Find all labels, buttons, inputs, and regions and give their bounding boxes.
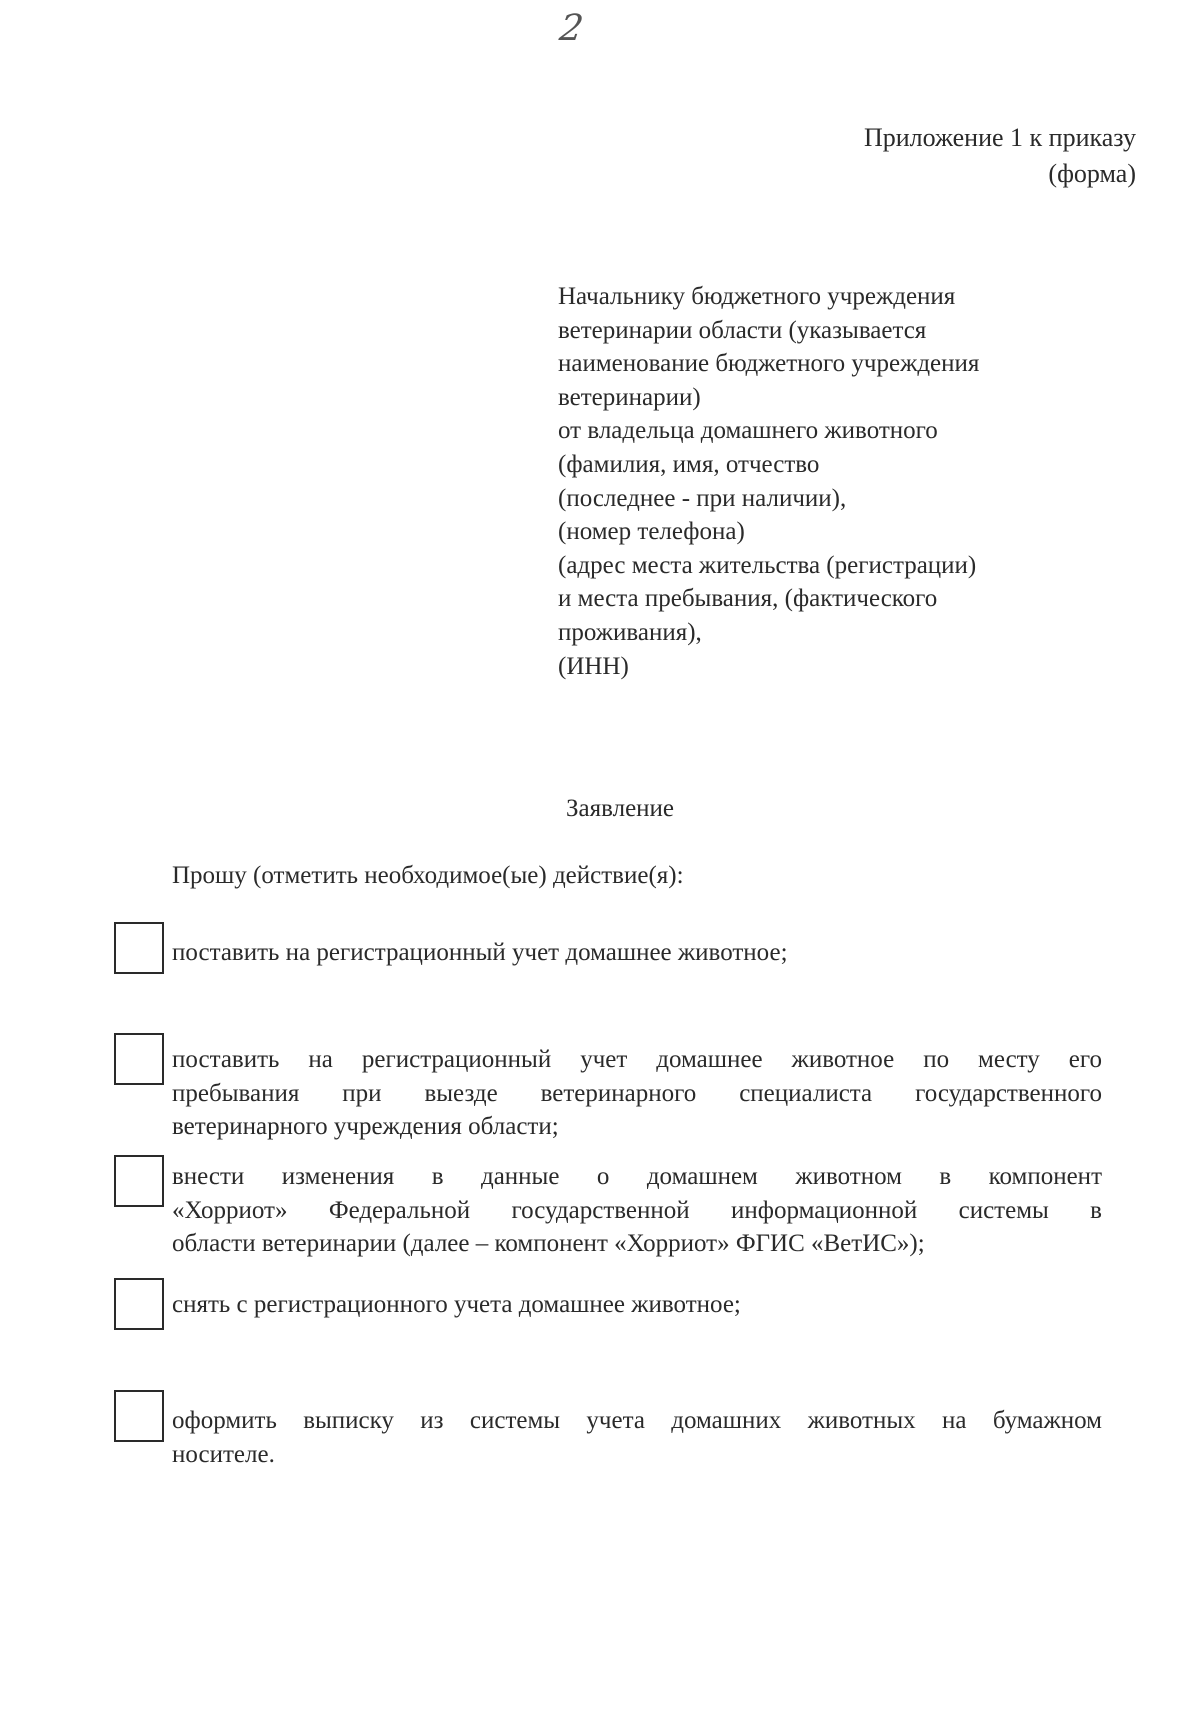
register-on-site-checkbox[interactable]: [114, 1033, 164, 1085]
option-text: [172, 936, 1102, 970]
addressee-line: Начальнику бюджетного учреждения: [558, 283, 956, 310]
addressee-line: и места пребывания, (фактического: [558, 585, 938, 613]
option-line: внести изменения в данные о домашнем животном в компонент: [172, 1163, 1102, 1190]
extract-checkbox[interactable]: [114, 1390, 164, 1442]
handwritten-page-number: 2: [557, 8, 586, 49]
addressee-line: наименование бюджетного учреждения: [558, 350, 980, 378]
option-text: [172, 1043, 1102, 1144]
addressee-line: (номер телефона): [558, 518, 745, 546]
document-title: Заявление: [566, 795, 675, 822]
option-line: «Хорриот» Федеральной государственной информационной системы в: [172, 1196, 1102, 1224]
addressee-line: (ИНН): [558, 652, 629, 680]
addressee-line: от владельца домашнего животного: [558, 417, 938, 445]
addressee-line: (адрес места жительства (регистрации): [558, 551, 977, 579]
option-line: поставить на регистрационный учет домашнее животное по месту его: [172, 1046, 1102, 1073]
addressee-line: (фамилия, имя, отчество: [558, 450, 820, 478]
change-data-checkbox[interactable]: [114, 1155, 164, 1207]
option-line: оформить выписку из системы учета домашних животных на бумажном: [172, 1407, 1102, 1434]
addressee-line: ветеринарии): [558, 383, 701, 411]
appendix-header: [864, 120, 1136, 192]
option-line: поставить на регистрационный учет домашнее животное;: [172, 939, 788, 966]
option-line: области ветеринарии (далее – компонент «Хорриот» ФГИС «ВетИС»);: [172, 1230, 925, 1258]
option-line: носителе.: [172, 1440, 275, 1468]
addressee-line: ветеринарии области (указывается: [558, 316, 927, 344]
addressee-line: проживания),: [558, 618, 702, 646]
appendix-form-label: (форма): [1048, 159, 1136, 188]
appendix-reference: Приложение 1 к приказу: [863, 123, 1136, 152]
option-text: [172, 1404, 1102, 1471]
register-checkbox[interactable]: [114, 922, 164, 974]
deregister-checkbox[interactable]: [114, 1278, 164, 1330]
option-text: [172, 1288, 1102, 1322]
option-line: снять с регистрационного учета домашнее животное;: [172, 1291, 741, 1318]
option-line: пребывания при выезде ветеринарного специалиста государственного: [172, 1079, 1102, 1107]
option-line: ветеринарного учреждения области;: [172, 1113, 559, 1141]
addressee-line: (последнее - при наличии),: [558, 484, 847, 512]
request-intro: Прошу (отметить необходимое(ые) действие(я):: [172, 862, 684, 889]
option-text: [172, 1160, 1102, 1261]
addressee-block: [558, 280, 1078, 683]
